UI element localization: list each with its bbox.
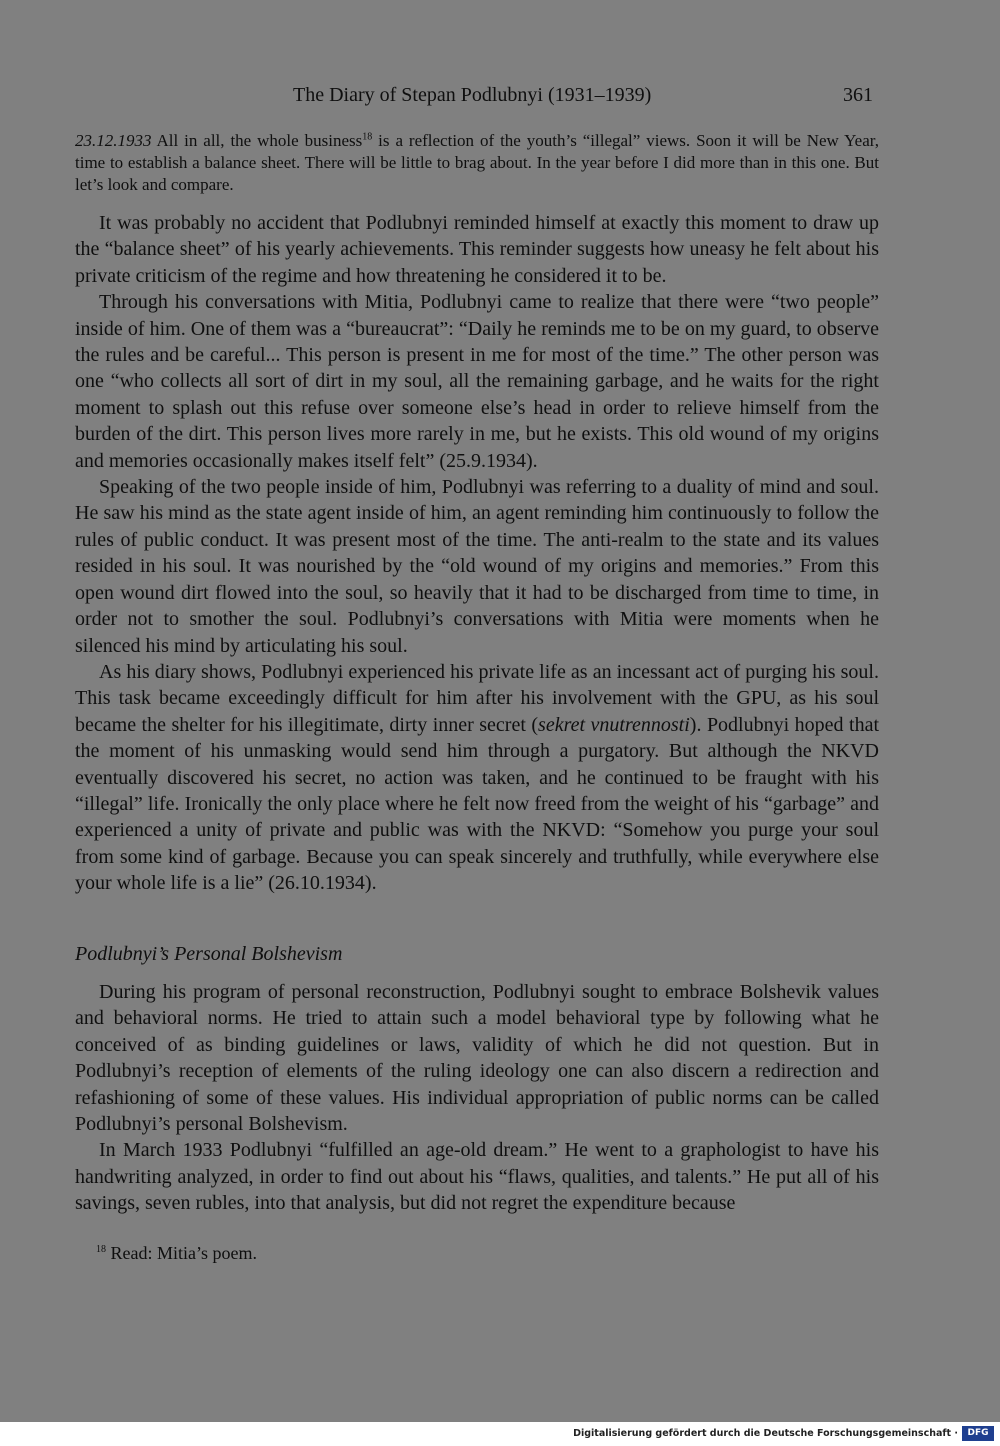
body-text-lower bbox=[75, 979, 879, 1217]
footnote bbox=[96, 1241, 257, 1265]
paragraph-two-people: Through his conversations with Mitia, Podlubnyi came to realize that there were “two people” inside of him. One of them was a “bureaucrat”: “Daily he reminds me to be on my guard, to observe the rules and be careful... This person is present in me for most of the time.” The other person was one “who collects all sort of dirt in my soul, all the remaining garbage, and he waits for the right moment to splash out this refuse over someone else’s head in order to relieve himself from the burden of the dirt. This person lives more rarely in me, but he exists. This old wound of my origins and memories occasionally makes itself felt” (25.9.1934). bbox=[75, 291, 879, 472]
diary-text-a: All in all, the whole business bbox=[151, 131, 363, 150]
dfg-logo-icon: DFG bbox=[962, 1426, 994, 1441]
running-title: The Diary of Stepan Podlubnyi (1931–1939) bbox=[293, 84, 652, 106]
purging-text-b: ). Podlubnyi hoped that the moment of his unmasking would send him through a purgatory. But although the NKVD eventually discovered his secret, no action was taken, and he continued to be fraught with his “illegal” life. Ironically the only place where he felt now freed from the weight of his “garbage” and experienced a unity of private and public was with the NKVD: “Somehow you purge your soul from some kind of garbage. Because you can speak sincerely and truthfully, while everywhere else your whole life is a lie” (26.10.1934). bbox=[75, 713, 880, 895]
footnote-number: 18 bbox=[96, 1244, 106, 1255]
paragraph-balance-sheet: It was probably no accident that Podlubnyi reminded himself at exactly this moment to draw up the “balance sheet” of his yearly achievements. This reminder suggests how uneasy he felt about his private criticism of the regime and how threatening he considered it to be. bbox=[75, 212, 879, 287]
diary-date: 23.12.1933 bbox=[75, 131, 152, 150]
digitization-credit: Digitalisierung gefördert durch die Deutsche Forschungsgemeinschaft · bbox=[573, 1428, 958, 1439]
paragraph-purging-soul bbox=[75, 659, 879, 897]
footnote-text: Read: Mitia’s poem. bbox=[106, 1243, 257, 1263]
paragraph-reconstruction: During his program of personal reconstruction, Podlubnyi sought to embrace Bolshevik values and behavioral norms. He tried to attain such a model behavioral type by following what he conceived of as binding guidelines or laws, validity of which he did not question. But in Podlubnyi’s reception of elements of the ruling ideology one can also discern a redirection and refashioning of some of these values. His individual appropriation of public norms can be called Podlubnyi’s personal Bolshevism. bbox=[75, 981, 879, 1136]
footnote-ref[interactable]: 18 bbox=[362, 131, 373, 143]
diary-entry bbox=[75, 130, 879, 196]
diary-text-b: is a reflection of the youth’s “illegal” views. Soon it will be New Year, time to establish a balance sheet. There will be little to brag about. In the year before I did more than in this one. But let’s look and compare. bbox=[75, 131, 879, 194]
purging-text-a: As his diary shows, Podlubnyi experienced his private life as an incessant act of purging his soul. This task became exceedingly difficult for him after his involvement with the GPU, as his soul became the shelter for his illegitimate, dirty inner secret ( bbox=[75, 660, 879, 736]
body-text-upper bbox=[75, 210, 879, 897]
paragraph-duality: Speaking of the two people inside of him, Podlubnyi was referring to a duality of mind and soul. He saw his mind as the state agent inside of him, an agent reminding him continuously to follow the rules of public conduct. It was present most of the time. The anti-realm to the state and its values resided in his soul. It was nourished by the “old wound of my origins and memories.” From this open wound dirt flowed into the soul, so heavily that it had to be discharged from time to time, in order not to smother the soul. Podlubnyi’s conversations with Mitia were moments when he silenced his mind by articulating his soul. bbox=[75, 476, 879, 657]
paragraph-graphologist: In March 1933 Podlubnyi “fulfilled an age-old dream.” He went to a graphologist to have his handwriting analyzed, in order to find out about his “flaws, qualities, and talents.” He put all of his savings, seven rubles, into that analysis, but did not regret the expenditure because bbox=[75, 1139, 879, 1215]
italic-term: sekret vnutrennosti bbox=[538, 713, 690, 736]
section-heading: Podlubnyi’s Personal Bolshevism bbox=[75, 943, 343, 965]
page-number: 361 bbox=[843, 84, 873, 106]
